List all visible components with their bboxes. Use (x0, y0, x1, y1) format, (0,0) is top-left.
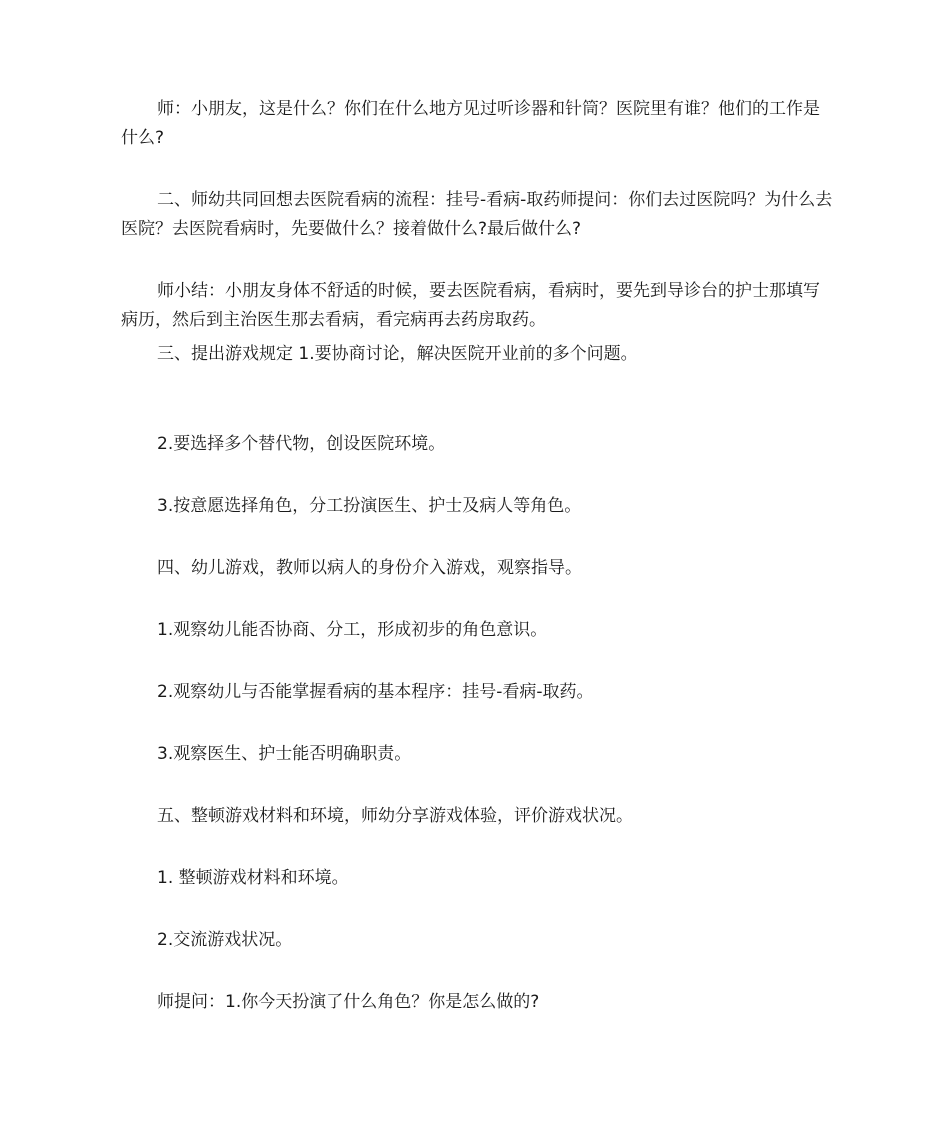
paragraph-teacher-summary: 师小结：小朋友身体不舒适的时候，要去医院看病，看病时，要先到导诊台的护士那填写病历，然后到主治医生那去看病，看完病再去药房取药。 (121, 281, 820, 330)
paragraph-section-two: 二、师幼共同回想去医院看病的流程：挂号-看病-取药师提问：你们去过医院吗？为什么去医院？去医院看病时，先要做什么？接着做什么?最后做什么? (121, 190, 833, 239)
paragraph-observe-2: 2.观察幼儿与否能掌握看病的基本程序：挂号-看病-取药。 (157, 682, 594, 702)
paragraph-rule-2: 2.要选择多个替代物，创设医院环境。 (157, 434, 446, 454)
paragraph-section-three: 三、提出游戏规定 1.要协商讨论，解决医院开业前的多个问题。 (157, 344, 638, 364)
paragraph-exchange-2: 2.交流游戏状况。 (157, 930, 293, 950)
paragraph-section-five: 五、整顿游戏材料和环境，师幼分享游戏体验，评价游戏状况。 (157, 806, 633, 826)
paragraph-observe-3: 3.观察医生、护士能否明确职责。 (157, 744, 412, 764)
paragraph-section-four: 四、幼儿游戏，教师以病人的身份介入游戏，观察指导。 (157, 558, 582, 578)
paragraph-teacher-question: 师：小朋友，这是什么？你们在什么地方见过听诊器和针筒？医院里有谁？他们的工作是什么? (121, 99, 820, 148)
paragraph-teacher-ask: 师提问：1.你今天扮演了什么角色？你是怎么做的? (157, 992, 540, 1012)
paragraph-observe-1: 1.观察幼儿能否协商、分工，形成初步的角色意识。 (157, 620, 548, 640)
paragraph-rule-3: 3.按意愿选择角色，分工扮演医生、护士及病人等角色。 (157, 496, 582, 516)
paragraph-tidy-1: 1. 整顿游戏材料和环境。 (157, 868, 349, 888)
